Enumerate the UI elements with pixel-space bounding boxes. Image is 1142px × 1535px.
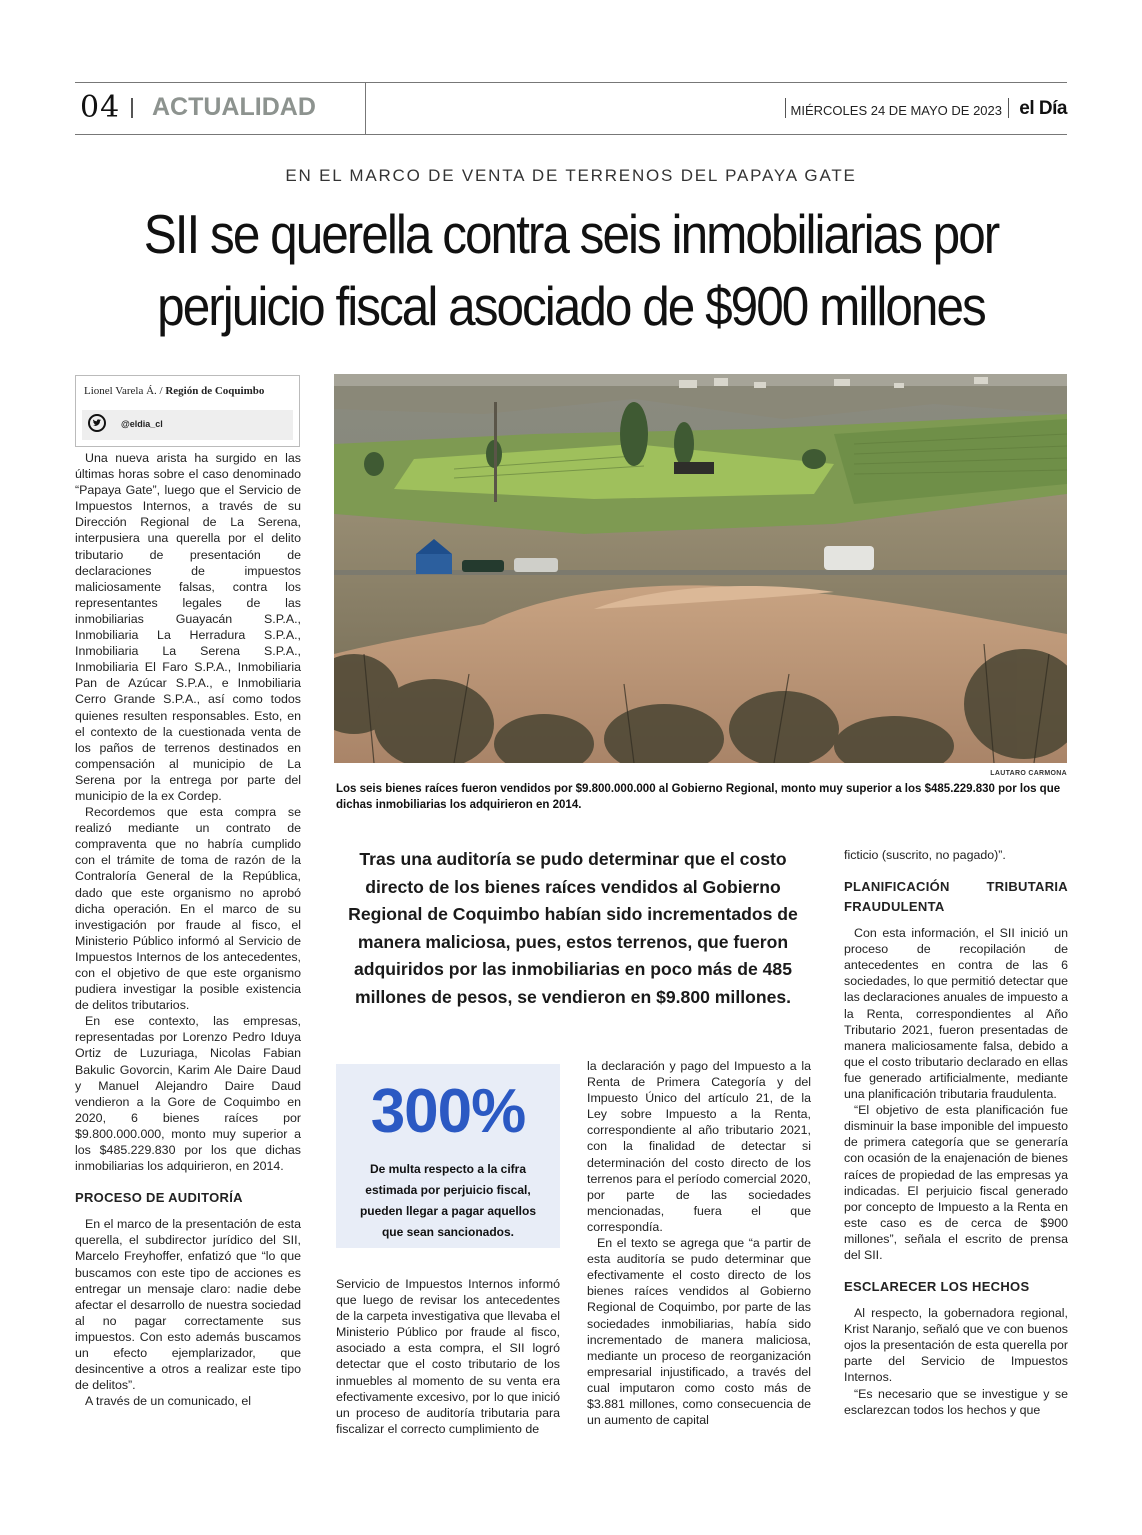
article-headline: SII se querella contra seis inmobiliarias por perjuicio fiscal asociado de $900 millones	[143, 203, 999, 337]
paragraph: En el texto se agrega que “a partir de esta auditoría se pudo determinar que efectivamente el costo directo de los bienes raíces vendidos al Gobierno Regional de Coquimbo, por parte de las sociedades inmobiliarias, había sido incrementado de manera maliciosa, mediante un proceso de reorganización empresarial injustificado, a través del cual imputaron como costo más de $3.881 millones, como consecuencia de un aumento de capital	[587, 1236, 811, 1428]
paragraph: En el marco de la presentación de esta querella, el subdirector jurídico del SII, Marcelo Freyhoffer, enfatizó que “lo que buscamos con este tipo de acciones es entregar un mensaje claro: nadie debe afectar el desarrollo de nuestra sociedad al no pagar correctamente sus impuestos. Con esto además buscamos un efecto ejemplarizador, que desincentive a otros a realizar este tipo de delitos”.	[75, 1217, 301, 1393]
photo-credit: LAUTARO CARMONA	[990, 770, 1067, 777]
subheading: PLANIFICACIÓN TRIBUTARIA FRAUDULENTA	[844, 879, 1068, 915]
stat-value: 300%	[370, 1077, 526, 1146]
paragraph: ficticio (suscrito, no pagado)”.	[844, 848, 1006, 862]
paragraph: A través de un comunicado, el	[85, 1394, 251, 1409]
article-kicker: EN EL MARCO DE VENTA DE TERRENOS DEL PAPAYA GATE	[285, 166, 857, 185]
page-number: 04	[80, 90, 121, 125]
section-title: ACTUALIDAD	[152, 93, 316, 121]
paragraph: “El objetivo de esta planificación fue disminuir la base imponible del impuesto de primera categoría que se generaría con ocasión de la enajenación de bienes raíces de propiedad de las empresas ya indicadas. El perjuicio fiscal generado por concepto de Impuesto a la Renta en este caso es de cerca de $900 millones”, señala el escrito de prensa del SII.	[844, 1103, 1068, 1262]
article-column-1	[75, 450, 301, 1409]
paragraph: Con esta información, el SII inició un proceso de recopilación de antecedentes en contra de las 6 sociedades, lo que permitió detectar que las declaraciones anuales de impuesto a la Renta, correspondientes al Año Tributario 2021, fueron presentadas de manera maliciosamente falsa, debido a que el costo tributario declarado en ellas fue generado artificialmente, mediante una planificación tributaria fraudulenta.	[844, 926, 1068, 1102]
author-region: Región de Coquimbo	[165, 385, 265, 397]
paragraph: la declaración y pago del Impuesto a la Renta de Primera Categoría y del Impuesto Único del artículo 21, de la Ley sobre Impuesto a la Renta, correspondiente al año tributario 2021, con la finalidad de detectar si determinación del costo directo de los terrenos para el período comercial 2020, por parte de las sociedades mencionadas, fuera el que correspondía.	[587, 1059, 811, 1234]
paragraph: Servicio de Impuestos Internos informó que luego de revisar los antecedentes de la carpeta investigativa que llevaba el Ministerio Público por fraude al fisco, asociado a esta compra, el SII logró detectar que el costo tributario de los inmuebles al momento de su venta era efectivamente excesivo, por lo que inició un proceso de auditoría tributaria para fiscalizar el correcto cumplimiento de	[336, 1277, 560, 1436]
stat-box	[336, 1064, 560, 1248]
article-column-4	[844, 847, 1068, 1418]
paragraph: Recordemos que esta compra se realizó mediante un contrato de compraventa que no habría cumplido con el trámite de toma de razón de la Contraloría General de la República, dado que este organismo no aprobó dicha operación. En el marco de su investigación por fraude al fisco, el Ministerio Público informó al Servicio de Impuestos Internos de los antecedentes, con el objetivo de que este organismo pudiera investigar la posible existencia de delitos tributarios.	[75, 805, 301, 1013]
author-name: Lionel Varela Á. /	[84, 385, 163, 397]
byline-box	[75, 375, 300, 447]
header-rule-bottom	[75, 134, 1067, 135]
header-separator	[131, 98, 133, 118]
social-strip	[82, 410, 293, 440]
paragraph: Una nueva arista ha surgido en las últimas horas sobre el caso denominado “Papaya Gate”, luego que el Servicio de Impuestos Internos, a través de su Dirección Regional de La Serena, interpusiera una querella por el delito tributario de presentación de declaraciones de impuestos maliciosamente falsas, contra los representantes legales de las inmobiliarias Guayacán S.P.A., Inmobiliaria La Herradura S.P.A., Inmobiliaria La Serena S.P.A., Inmobiliaria El Faro S.P.A., Inmobiliaria Pan de Azúcar S.P.A., e Inmobiliaria Cerro Grande S.P.A., así como todos quienes resulten responsables. Esto, en el contexto de la cuestionada venta de los paños de terrenos destinados en compensación al municipio de La Serena por la entrega por parte del municipio de la ex Cordep.	[75, 451, 301, 803]
paragraph: Al respecto, la gobernadora regional, Krist Naranjo, señaló que ve con buenos ojos la presentación de esta querella por parte del Servicio de Impuestos Internos.	[844, 1306, 1068, 1385]
issue-date: MIÉRCOLES 24 DE MAYO DE 2023	[790, 103, 1002, 118]
subheading: ESCLARECER LOS HECHOS	[844, 1279, 1030, 1295]
pull-quote: Tras una auditoría se pudo determinar que el costo directo de los bienes raíces vendidos al Gobierno Regional de Coquimbo habían sido incrementados de manera maliciosa, pues, estos terrenos, que fueron adquiridos por las inmobiliarias en poco más de 485 millones de pesos, se vendieron en $9.800 millones.	[348, 849, 798, 1007]
twitter-icon	[88, 414, 106, 432]
header-divider	[365, 83, 366, 134]
newspaper-logo: el Día	[1019, 98, 1067, 119]
header-separator	[1008, 98, 1009, 118]
header-separator	[785, 98, 786, 118]
subheading: PROCESO DE AUDITORÍA	[75, 1190, 243, 1206]
header-rule-top	[75, 82, 1067, 83]
article-column-2	[336, 1276, 560, 1437]
photo-caption: Los seis bienes raíces fueron vendidos por $9.800.000.000 al Gobierno Regional, monto muy superior a los $485.229.830 por los que dichas inmobiliarias los adquirieron en 2014.	[336, 783, 1061, 811]
article-column-3	[587, 1058, 811, 1428]
stat-description: De multa respecto a la cifra estimada por perjuicio fiscal, pueden llegar a pagar aquellos que sean sancionados.	[359, 1162, 537, 1239]
article-photo	[334, 374, 1067, 763]
paragraph: En ese contexto, las empresas, representadas por Lorenzo Pedro Iduya Ortiz de Luzuriaga, Nicolas Fabian Bakulic Govorcin, Karim Ale Daire Daud y Manuel Alejandro Daire Daud vendieron a la Gore de Coquimbo en 2020, 6 bienes raíces por $9.800.000.000, monto muy superior a los $485.229.830 por los que dichas inmobiliarias los adquirieron, en 2014.	[75, 1014, 301, 1174]
paragraph: “Es necesario que se investigue y se esclarezcan todos los hechos y que	[844, 1386, 1068, 1417]
social-handle: @eldia_cl	[121, 419, 163, 429]
byline-text	[84, 385, 264, 397]
